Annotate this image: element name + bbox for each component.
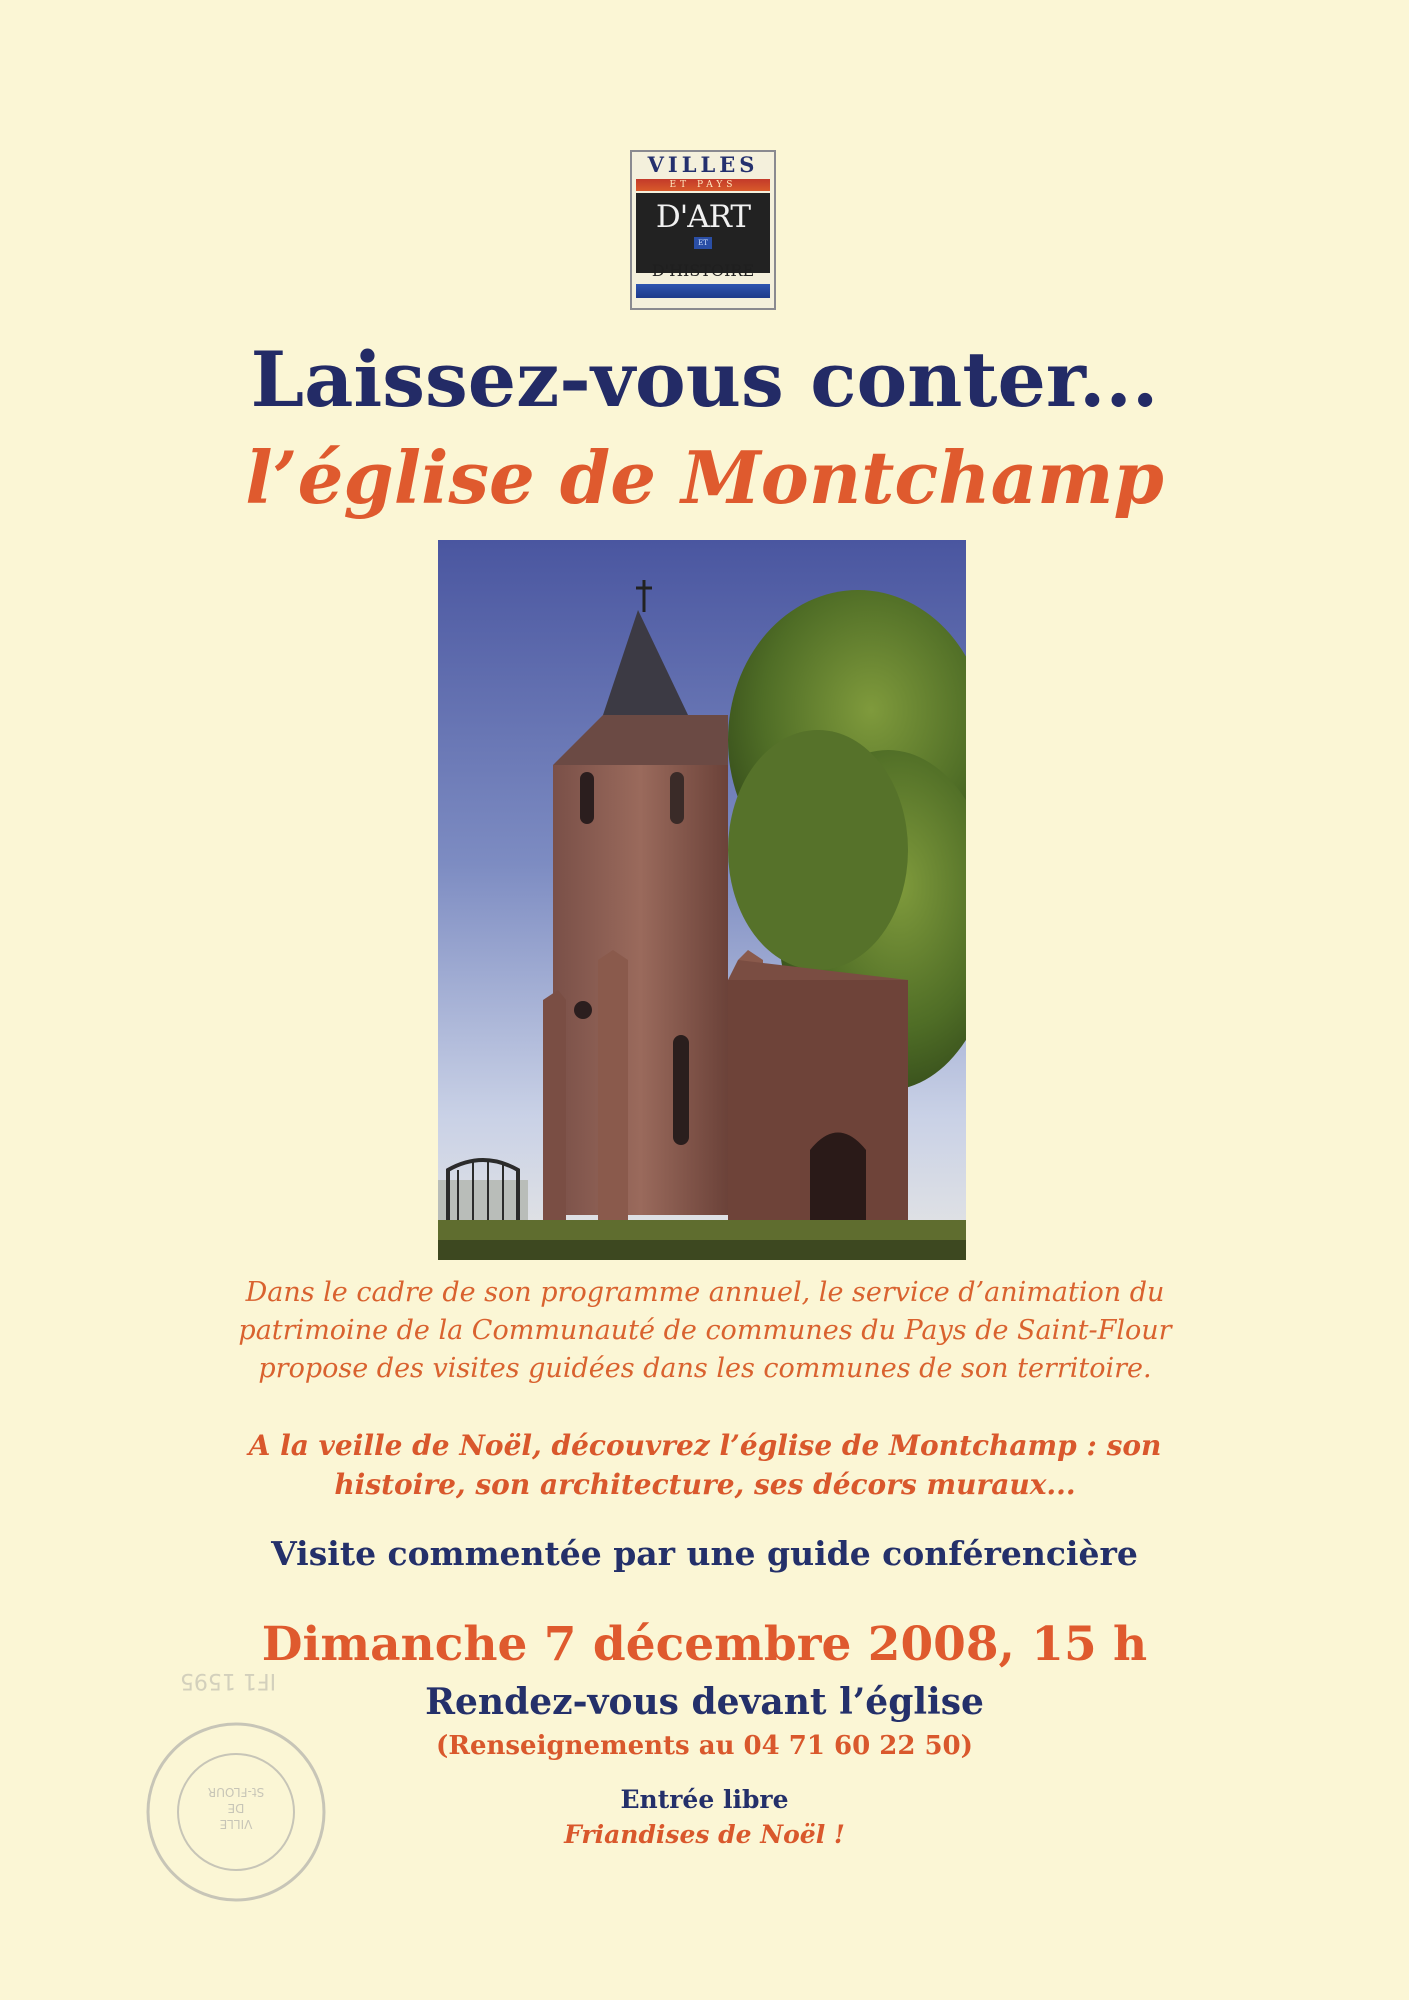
church-illustration xyxy=(438,540,966,1260)
info-phone: (Renseignements au 04 71 60 22 50) xyxy=(436,1731,973,1761)
page-subtitle: l’église de Montchamp xyxy=(245,435,1164,520)
svg-text:VILLE: VILLE xyxy=(219,1817,253,1831)
logo-villes: VILLES xyxy=(647,152,759,177)
archive-number-stamp: IF1 1595 xyxy=(179,1668,277,1693)
logo-et: ET xyxy=(694,237,712,249)
logo-histoire: D'HISTOIRE xyxy=(651,261,755,280)
intro-line: patrimoine de la Communauté de communes du Pays de Saint-Flour xyxy=(238,1315,1172,1346)
intro-line: Dans le cadre de son programme annuel, le service d’animation du xyxy=(245,1277,1165,1308)
event-date: Dimanche 7 décembre 2008, 15 h xyxy=(261,1617,1148,1672)
free-entry: Entrée libre xyxy=(620,1785,789,1814)
noel-line: A la veille de Noël, découvrez l’église de Montchamp : son xyxy=(248,1429,1162,1462)
church-photo xyxy=(438,540,966,1260)
logo-blue-bar xyxy=(636,284,770,298)
svg-text:DE: DE xyxy=(227,1801,245,1815)
intro-paragraph xyxy=(160,1274,1250,1388)
logo-dart: D'ART xyxy=(655,199,751,235)
logo-et-pays: ET PAYS xyxy=(636,179,770,191)
intro-line: propose des visites guidées dans les communes de son territoire. xyxy=(258,1353,1152,1384)
page-title: Laissez-vous conter... xyxy=(250,335,1159,424)
visite-heading: Visite commentée par une guide conférencière xyxy=(271,1534,1138,1573)
meeting-point: Rendez-vous devant l’église xyxy=(425,1681,984,1723)
archive-stamp-icon xyxy=(142,1718,330,1906)
noel-paragraph xyxy=(160,1426,1250,1504)
svg-text:St-FLOUR: St-FLOUR xyxy=(207,1785,265,1799)
noel-line: histoire, son architecture, ses décors muraux... xyxy=(334,1468,1076,1501)
christmas-treats: Friandises de Noël ! xyxy=(564,1820,845,1849)
villes-art-histoire-logo xyxy=(630,150,776,310)
